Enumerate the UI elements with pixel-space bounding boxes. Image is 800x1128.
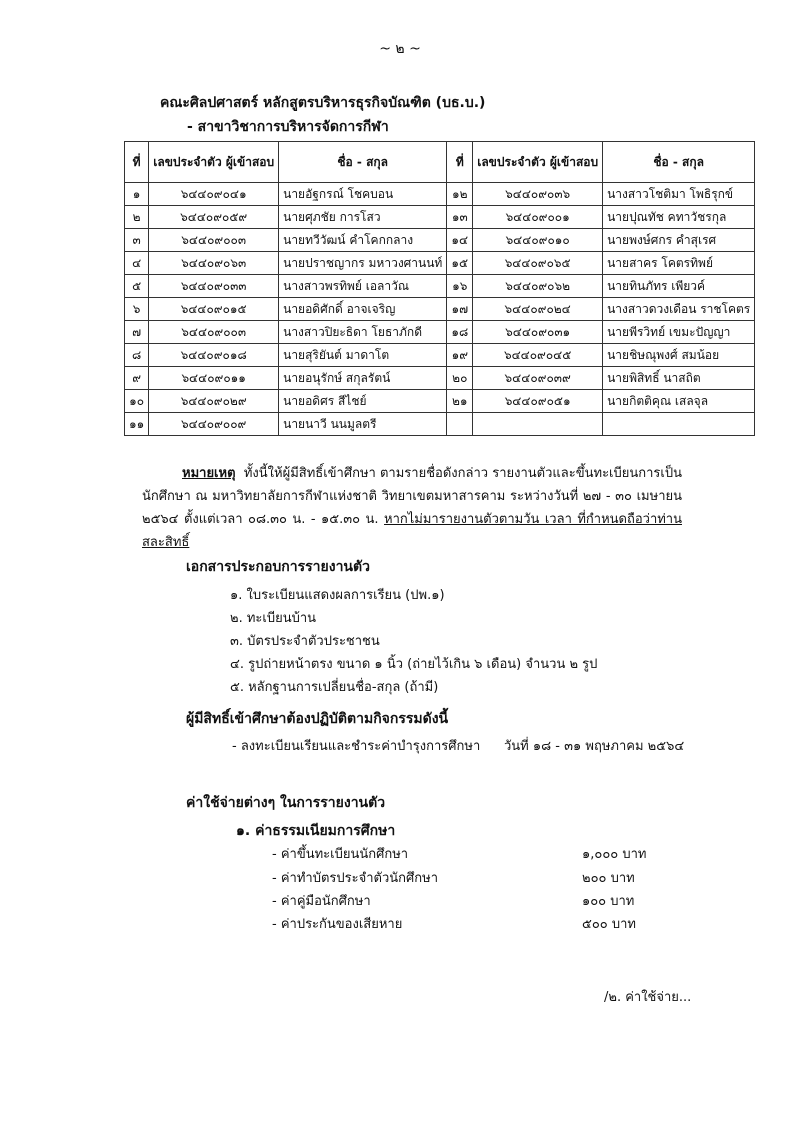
table-row xyxy=(125,367,755,390)
remark-paragraph xyxy=(142,462,682,554)
cell-no: ๗ xyxy=(125,321,149,344)
cell-name: นายทินภัทร เพียวค์ xyxy=(603,275,755,298)
cell-id: ๖๔๔๐๙๐๖๕ xyxy=(473,252,603,275)
col-header-no: ที่ xyxy=(447,142,473,183)
activity-item: - ลงทะเบียนเรียนและชำระค่าบำรุงการศึกษา xyxy=(232,739,481,754)
tuition-subtitle: ๑. ค่าธรรมเนียมการศึกษา xyxy=(236,823,396,839)
cell-no: ๑๕ xyxy=(447,252,473,275)
table-row xyxy=(125,344,755,367)
col-header-name: ชื่อ - สกุล xyxy=(279,142,447,183)
cell-id: ๖๔๔๐๙๐๖๓ xyxy=(149,252,279,275)
cell-id: ๖๔๔๐๙๐๑๕ xyxy=(149,298,279,321)
cell-no: ๓ xyxy=(125,229,149,252)
cell-id: ๖๔๔๐๙๐๐๓ xyxy=(149,229,279,252)
cell-no: ๑๖ xyxy=(447,275,473,298)
cell-id: ๖๔๔๐๙๐๐๓ xyxy=(149,321,279,344)
cell-no: ๑๒ xyxy=(447,183,473,206)
cell-name: นายปุณทัช คทาวัชรกุล xyxy=(603,206,755,229)
cell-name: นายพีรวิทย์ เขมะปัญญา xyxy=(603,321,755,344)
cell-id: ๖๔๔๐๙๐๓๖ xyxy=(473,183,603,206)
cell-id: ๖๔๔๐๙๐๐๙ xyxy=(149,413,279,436)
cell-id: ๖๔๔๐๙๐๔๑ xyxy=(149,183,279,206)
cell-id: ๖๔๔๐๙๐๓๙ xyxy=(473,367,603,390)
remark-text: ทั้งนี้ให้ผู้มีสิทธิ์เข้าศึกษา ตามรายชื่อดังกล่าว รายงานตัวและขึ้นทะเบียนการเป็นนักศึกษา ณ มหาวิทยาลัยการกีฬาแห่งชาติ วิทยาเขตมหาสารคาม ระหว่างวันที่ ๒๗ - ๓๐ เมษายน ๒๕๖๔ ตั้งแต่เวลา ๐๘.๓๐ น. - ๑๕.๓๐ น. xyxy=(142,466,682,527)
col-header-name: ชื่อ - สกุล xyxy=(603,142,755,183)
cell-id: ๖๔๔๐๙๐๐๑ xyxy=(473,206,603,229)
cell-id: ๖๔๔๐๙๐๔๕ xyxy=(473,344,603,367)
cell-name: นายอัฐกรณ์ โชคบอน xyxy=(279,183,447,206)
cell-name: นางสาวโชติมา โพธิรุกข์ xyxy=(603,183,755,206)
cell-no: ๙ xyxy=(125,367,149,390)
document-item: ๕. หลักฐานการเปลี่ยนชื่อ-สกุล (ถ้ามี) xyxy=(230,680,439,695)
cell-name: นางสาวดวงเดือน ราชโคตร xyxy=(603,298,755,321)
cell-name: นายชิษณุพงศ์ สมน้อย xyxy=(603,344,755,367)
cell-name: นายสุริยันต์ มาดาโต xyxy=(279,344,447,367)
cell-no: ๑๘ xyxy=(447,321,473,344)
cell-id: ๖๔๔๐๙๐๑๑ xyxy=(149,367,279,390)
document-item: ๒. ทะเบียนบ้าน xyxy=(230,611,317,626)
table-row xyxy=(125,390,755,413)
cell-id: ๖๔๔๐๙๐๒๙ xyxy=(149,390,279,413)
cell-name: นายทวีวัฒน์ คำโคกกลาง xyxy=(279,229,447,252)
fee-label: - ค่าขึ้นทะเบียนนักศึกษา xyxy=(272,847,409,862)
table-row xyxy=(125,229,755,252)
cell-name: นายพงษ์ศกร คำสุเรศ xyxy=(603,229,755,252)
continuation-note: /๒. ค่าใช้จ่าย... xyxy=(604,990,692,1005)
fee-amount: ๒๐๐ บาท xyxy=(582,871,635,886)
cell-id: ๖๔๔๐๙๐๕๑ xyxy=(473,390,603,413)
cell-no: ๒๐ xyxy=(447,367,473,390)
cell-no: ๖ xyxy=(125,298,149,321)
cell-name: นายอนุรักษ์ สกุลรัตน์ xyxy=(279,367,447,390)
cell-name: นายกิตติคุณ เสลจุล xyxy=(603,390,755,413)
activities-title: ผู้มีสิทธิ์เข้าศึกษาต้องปฏิบัติตามกิจกรรมดังนี้ xyxy=(186,711,449,727)
fee-amount: ๑,๐๐๐ บาท xyxy=(582,847,647,862)
cell-no: ๑๙ xyxy=(447,344,473,367)
cell-id: ๖๔๔๐๙๐๒๔ xyxy=(473,298,603,321)
admission-table xyxy=(124,141,755,436)
col-header-id: เลขประจำตัว ผู้เข้าสอบ xyxy=(473,142,603,183)
page-number: ~ ๒ ~ xyxy=(379,41,421,57)
cell-no: ๑๑ xyxy=(125,413,149,436)
fee-amount: ๕๐๐ บาท xyxy=(582,917,636,932)
table-row xyxy=(125,206,755,229)
fee-label: - ค่าทำบัตรประจำตัวนักศึกษา xyxy=(272,871,438,886)
table-row xyxy=(125,413,755,436)
cell-name: นายสาคร โคตรทิพย์ xyxy=(603,252,755,275)
fee-label: - ค่าประกันของเสียหาย xyxy=(272,917,403,932)
fee-label: - ค่าคู่มือนักศึกษา xyxy=(272,894,371,909)
table-row xyxy=(125,183,755,206)
table-row xyxy=(125,275,755,298)
cell-name: นางสาวพรทิพย์ เอลาวัณ xyxy=(279,275,447,298)
expenses-title: ค่าใช้จ่ายต่างๆ ในการรายงานตัว xyxy=(186,795,386,811)
cell-no: ๔ xyxy=(125,252,149,275)
cell-no: ๒ xyxy=(125,206,149,229)
cell-name: นางสาวปิยะธิดา โยธาภักดี xyxy=(279,321,447,344)
cell-id: ๖๔๔๐๙๐๑๘ xyxy=(149,344,279,367)
cell-name: นายศุภชัย การโสว xyxy=(279,206,447,229)
fee-amount: ๑๐๐ บาท xyxy=(582,894,635,909)
cell-id: ๖๔๔๐๙๐๓๓ xyxy=(149,275,279,298)
cell-no: ๑ xyxy=(125,183,149,206)
table-row xyxy=(125,298,755,321)
cell-name: นายอดิศักดิ์ อาจเจริญ xyxy=(279,298,447,321)
col-header-id: เลขประจำตัว ผู้เข้าสอบ xyxy=(149,142,279,183)
documents-title: เอกสารประกอบการรายงานตัว xyxy=(186,559,370,575)
forfeit-warning: หากไม่มารายงานตัวตามวัน เวลา ที่กำหนดถือว่าท่านสละสิทธิ์ xyxy=(142,512,682,550)
document-item: ๔. รูปถ่ายหน้าตรง ขนาด ๑ นิ้ว (ถ่ายไว้เกิน ๖ เดือน) จำนวน ๒ รูป xyxy=(230,657,598,672)
cell-name xyxy=(603,413,755,436)
document-item: ๓. บัตรประจำตัวประชาชน xyxy=(230,634,380,649)
table-header-row xyxy=(125,142,755,183)
cell-no: ๑๓ xyxy=(447,206,473,229)
table-row xyxy=(125,252,755,275)
cell-id xyxy=(473,413,603,436)
major-heading: - สาขาวิชาการบริหารจัดการกีฬา xyxy=(187,119,389,135)
cell-name: นายนาวี นนมูลตรี xyxy=(279,413,447,436)
col-header-no: ที่ xyxy=(125,142,149,183)
cell-no: ๑๗ xyxy=(447,298,473,321)
cell-no: ๑๔ xyxy=(447,229,473,252)
activity-date: วันที่ ๑๘ - ๓๑ พฤษภาคม ๒๕๖๔ xyxy=(504,739,685,754)
cell-id: ๖๔๔๐๙๐๑๐ xyxy=(473,229,603,252)
cell-id: ๖๔๔๐๙๐๕๙ xyxy=(149,206,279,229)
remark-label: หมายเหตุ xyxy=(182,466,236,481)
cell-no: ๘ xyxy=(125,344,149,367)
cell-id: ๖๔๔๐๙๐๓๑ xyxy=(473,321,603,344)
cell-id: ๖๔๔๐๙๐๖๒ xyxy=(473,275,603,298)
table-row xyxy=(125,321,755,344)
document-item: ๑. ใบระเบียนแสดงผลการเรียน (ปพ.๑) xyxy=(230,588,445,603)
cell-no xyxy=(447,413,473,436)
cell-no: ๑๐ xyxy=(125,390,149,413)
cell-name: นายพิสิทธิ์ นาสถิต xyxy=(603,367,755,390)
faculty-heading: คณะศิลปศาสตร์ หลักสูตรบริหารธุรกิจบัณฑิต (บธ.บ.) xyxy=(160,95,486,111)
cell-no: ๕ xyxy=(125,275,149,298)
cell-name: นายปราชญากร มหาวงศานนท์ xyxy=(279,252,447,275)
cell-no: ๒๑ xyxy=(447,390,473,413)
cell-name: นายอดิศร สีไชย์ xyxy=(279,390,447,413)
